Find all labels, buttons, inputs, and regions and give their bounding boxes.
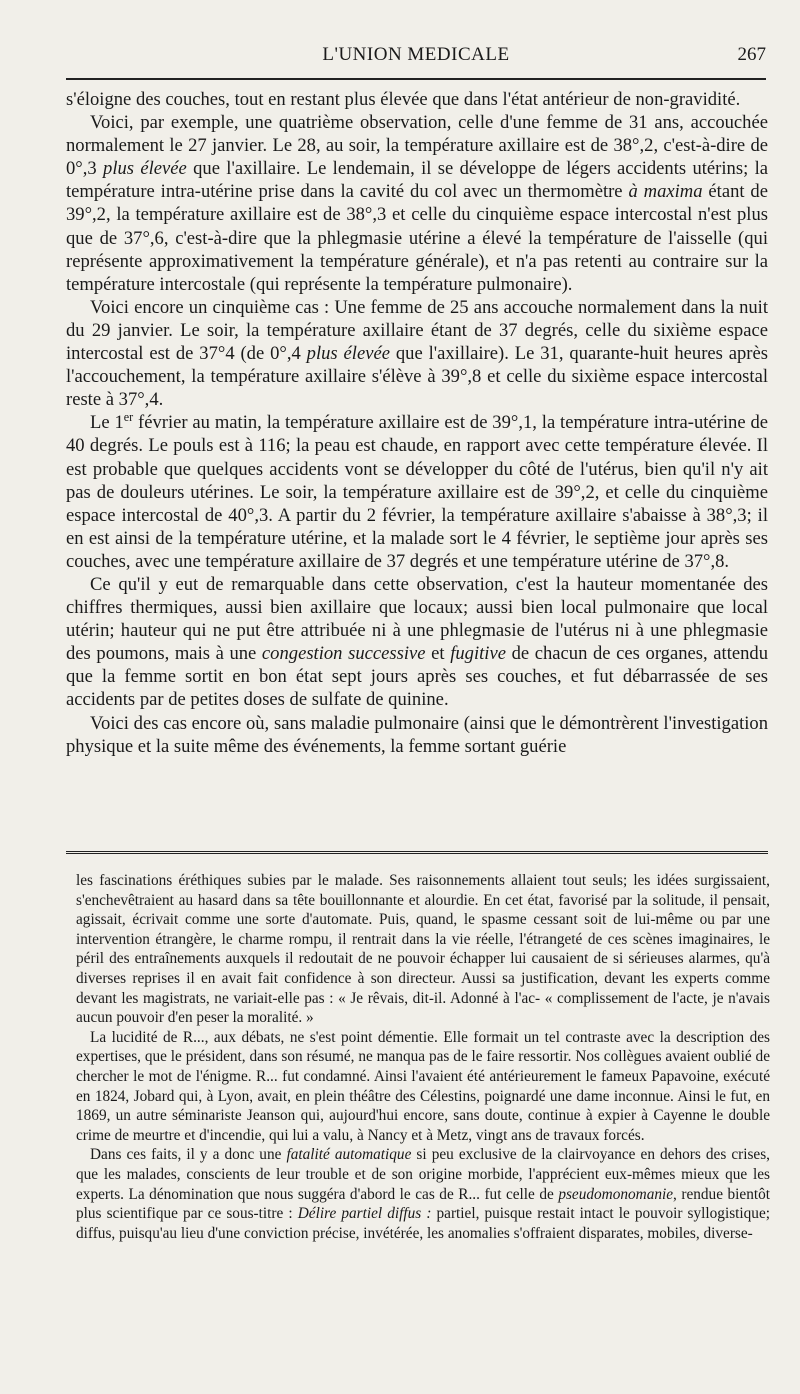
running-header [66,44,766,74]
paragraph-6: Voici des cas encore où, sans maladie pulmonaire (ainsi que le démontrèrent l'investigation physique et la suite même des événements, la femme sortant guérie [66,712,768,757]
paragraph-2: Voici, par exemple, une quatrième observation, celle d'une femme de 31 ans, accouchée normalement le 27 janvier. Le 28, au soir, la température axillaire est de 38°,2, c'est-à-dire de 0°,3 plus élevée que l'axillaire. Le lendemain, il se développe de légers accidents utérins; la température intra-utérine prise dans la cavité du col avec un thermomètre à maxima étant de 39°,2, la température axillaire est de 38°,3 et celle du cinquième espace intercostal n'est plus que de 37°,6, c'est-à-dire que la phlegmasie utérine a élevé la température de l'aisselle (qui représente approximativement la température générale), et n'a pas retenti au contraire sur la température intercostale (qui représente la température pulmonaire). [66,112,768,295]
footnote-text [76,871,770,1243]
footnote-paragraph-1: les fascinations éréthiques subies par le malade. Ses raisonnements allaient tout seuls; les idées surgissaient, s'enchevêtraient au hasard dans sa tête bouillonnante et alourdie. En cet état, favorisé par la solitude, il pensait, agissait, écrivait comme une sorte d'automate. Puis, quand, le spasme cessant soit de lui-même ou par une intervention étrangère, le charme rompu, il rentrait dans la vie réelle, l'étrangeté de ces scènes imaginaires, le péril des entraînements auxquels il redoutait de ne pouvoir échapper lui causaient de si sérieuses alarmes, qu'à diverses reprises il en avait fait confidence à son directeur. Aussi sa justification, devant les experts comme devant les magistrats, ne variait-elle pas : « Je rêvais, dit-il. Adonné à l'ac- « complissement de l'acte, je n'avais aucun pouvoir d'en peser la moralité. » [76,872,770,1027]
paragraph-3: Voici encore un cinquième cas : Une femme de 25 ans accouche normalement dans la nuit du 29 janvier. Le soir, la température axillaire étant de 37 degrés, celle du sixième espace intercostal est de 37°4 (de 0°,4 plus élevée que l'axillaire). Le 31, quarante-huit heures après l'accouchement, la température axillaire s'élève à 39°,8 et celle du sixième espace intercostal reste à 37°,4. [66,296,768,411]
footnote-paragraph-2: La lucidité de R..., aux débats, ne s'est point démentie. Elle formait un tel contraste avec la description des expertises, que le président, dans son résumé, ne manqua pas de le faire ressortir. Nos collègues avaient oublié de chercher le mot de l'énigme. R... fut condamné. Ainsi l'avaient été antérieurement le fameux Papavoine, exécuté en 1824, Jobard qui, à Lyon, avait, en plein théâtre des Célestins, poignardé une dame inconnue. Ainsi le fut, en 1869, un autre séminariste Jeanson qui, aujourd'hui encore, sans doute, continue à expier à Cayenne le double crime de meurtre et d'incendie, qui lui a valu, à Nancy et à Metz, vingt ans de travaux forcés. [76,1028,770,1144]
paragraph-1: s'éloigne des couches, tout en restant plus élevée que dans l'état antérieur de non-gravidité. [66,89,741,110]
paragraph-4: Le 1er février au matin, la température axillaire est de 39°,1, la température intra-utérine de 40 degrés. Le pouls est à 116; la peau est chaude, en rapport avec cette température élevée. Il est probable que quelques accidents vont se développer du côté de l'utérus, bien qu'il n'y ait pas de douleurs utérines. Le soir, la température axillaire est de 39°,2, et celle du cinquième espace intercostal de 40°,3. A partir du 2 février, la température axillaire s'abaisse à 38°,3; il en est ainsi de la température utérine, et la malade sort le 4 février, le septième jour après ses couches, avec une température axillaire de 37 degrés et une température utérine de 37°,8. [66,410,768,572]
page-number: 267 [737,44,766,65]
header-rule [66,78,766,80]
running-title: L'UNION MEDICALE [322,44,510,65]
footnote-paragraph-3: Dans ces faits, il y a donc une fatalité automatique si peu exclusive de la clairvoyance en dehors des crises, que les malades, conscients de leur trouble et de son origine morbide, l'apprécient eux-mêmes mieux que les experts. La dénomination que nous suggéra d'abord le cas de R... fut celle de pseudomonomanie, rendue bientôt plus scientifique par ce sous-titre : Délire partiel diffus : partiel, puisque restait intact le pouvoir syllogistique; diffus, puisqu'au lieu d'une conviction précise, invétérée, les anomalies s'offraient disparates, mobiles, diverse- [76,1146,771,1242]
main-text [66,88,768,758]
paragraph-5: Ce qu'il y eut de remarquable dans cette observation, c'est la hauteur momentanée des chiffres thermiques, aussi bien axillaire que locaux; aussi bien local pulmonaire que local utérin; hauteur qui ne put être attribuée ni à une phlegmasie de l'utérus ni à une phlegmasie des poumons, mais à une congestion successive et fugitive de chacun de ces organes, attendu que la femme sortit en bon état sept jours après ses couches, et fut débarrassée de ses accidents par de petites doses de sulfate de quinine. [66,573,768,711]
footnote-rule [66,851,768,858]
